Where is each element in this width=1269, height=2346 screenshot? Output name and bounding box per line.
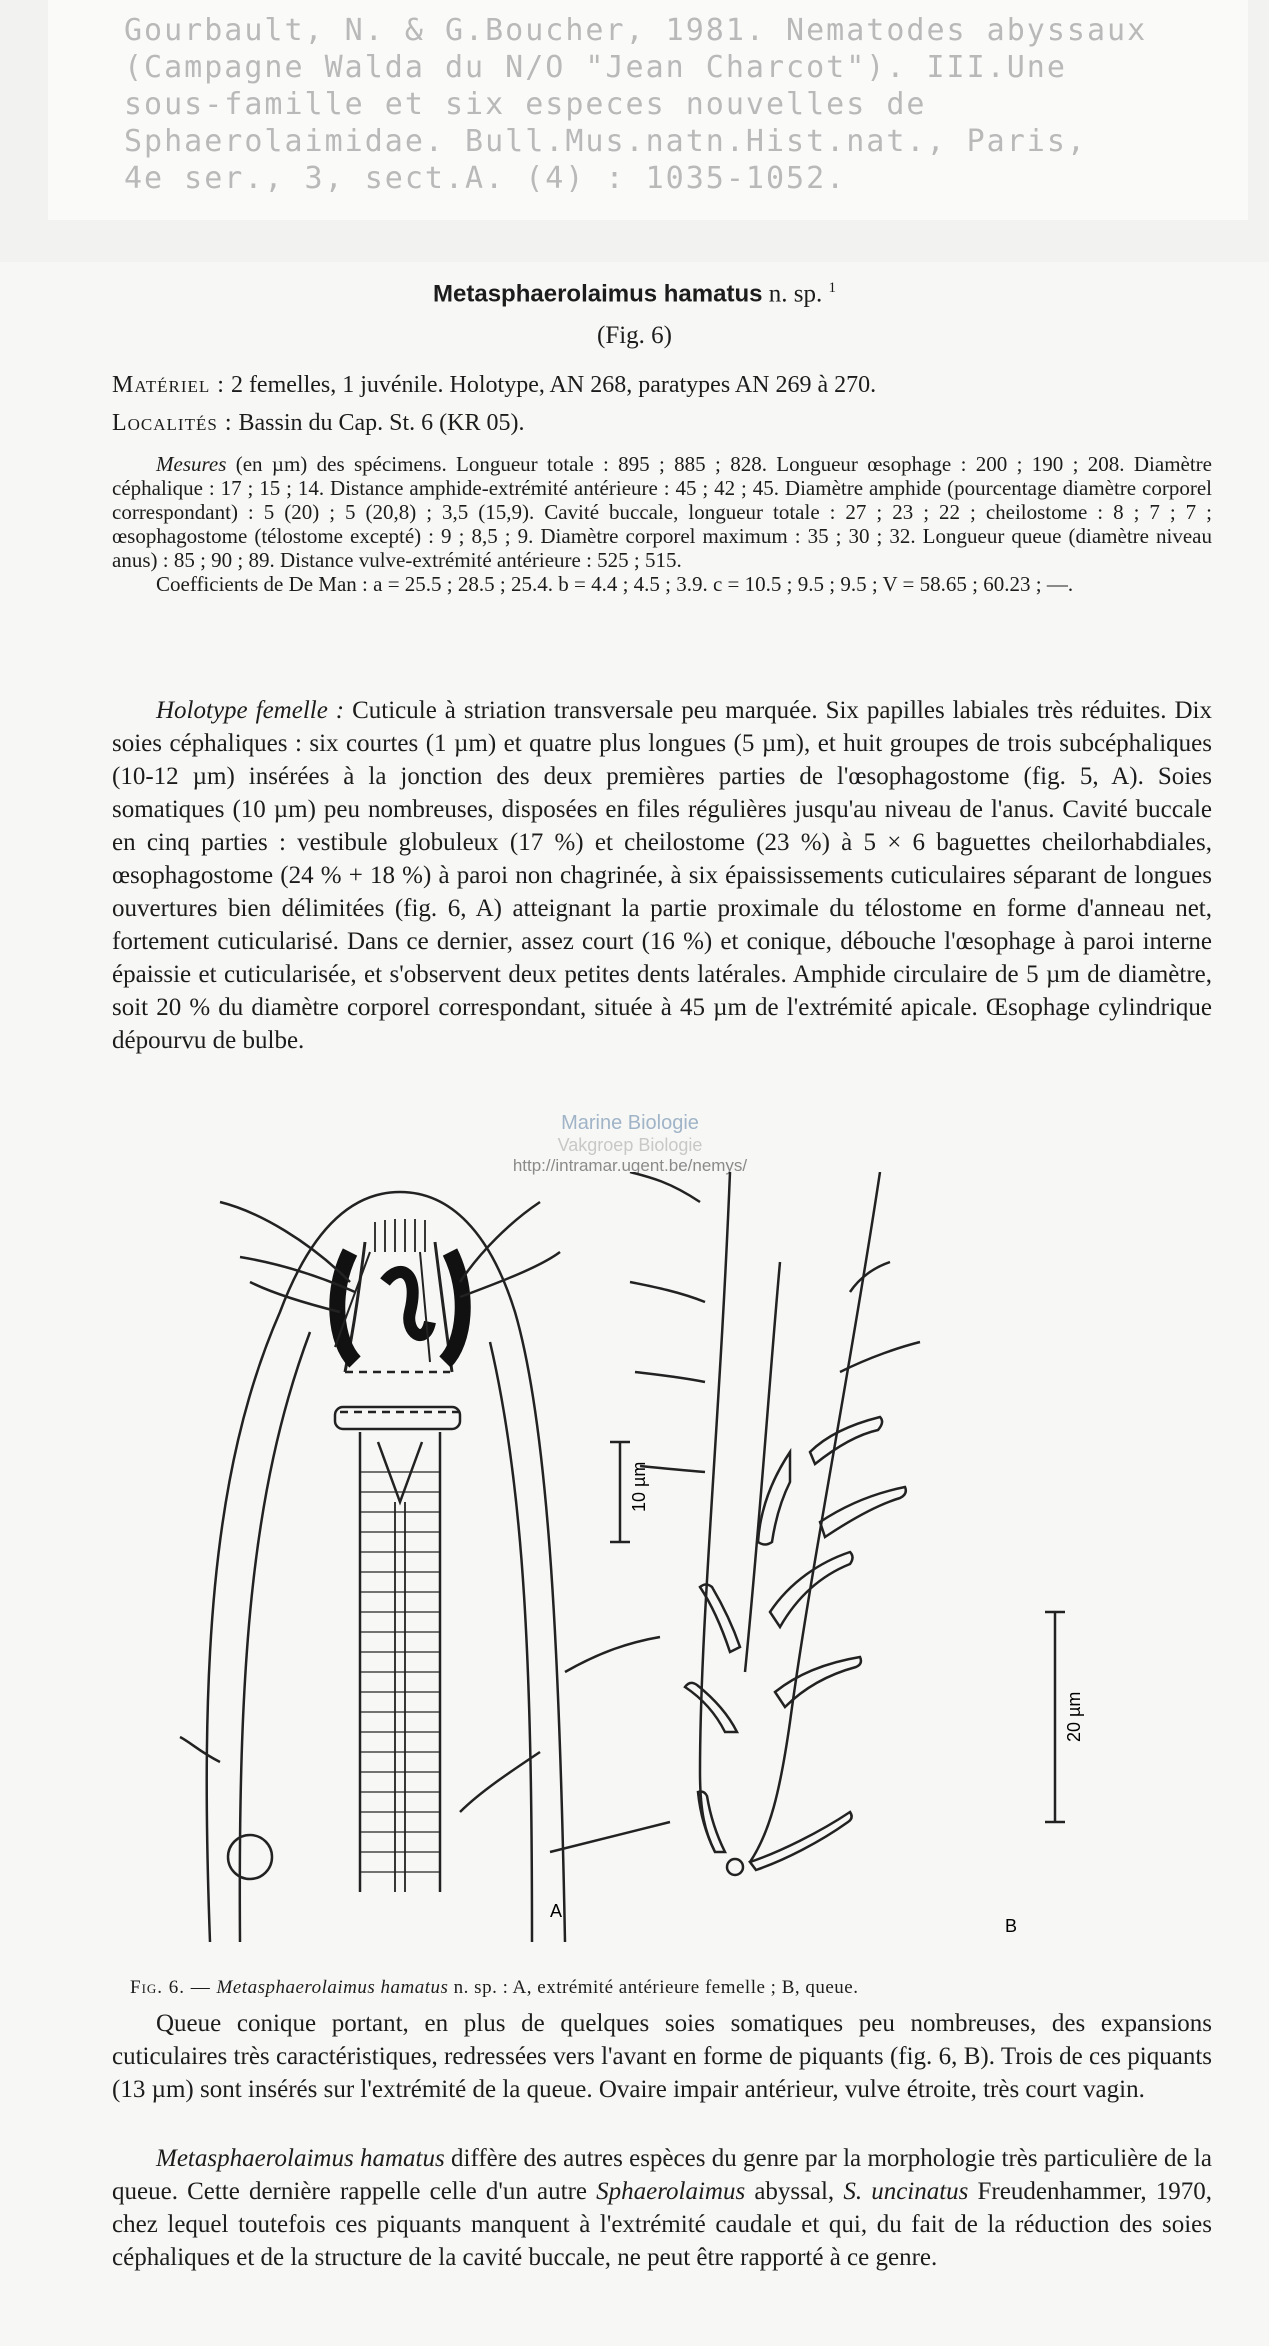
species-title: [0, 280, 1269, 308]
mesures-text: (en µm) des spécimens. Longueur totale : 895 ; 885 ; 828. Longueur œsophage : 200 ; 190 ; 208. Diamètre céphalique : 17 ; 15 ; 14. Distance amphide-extrémité antérieure : 45 ; 42 ; 45. Diamètre amphide (pourcentage diamètre corporel correspondant) : 5 (20) ; 5 (20,8) ; 3,5 (15,9). Cavité buccale, longueur totale : 27 ; 23 ; 22 ; cheilostome : 8 ; 7 ; 7 ; œsophagostome (télostome excepté) : 9 ; 8,5 ; 9. Diamètre corporel maximum : 35 ; 30 ; 32. Longueur queue (diamètre niveau anus) : 85 ; 90 ; 89. Distance vulve-extrémité antérieure : 525 ; 515.: [112, 452, 1212, 572]
diagnosis-paragraph: [112, 2142, 1212, 2274]
diagnosis-genus: Sphaerolaimus: [596, 2178, 746, 2205]
species-suffix: n. sp.: [762, 280, 829, 308]
mesures-label: Mesures: [156, 452, 227, 476]
diagnosis-species: Metasphaerolaimus hamatus: [156, 2145, 445, 2172]
caption-species: Metasphaerolaimus hamatus: [216, 1977, 449, 1998]
watermark-url: http://intramar.ugent.be/nemys/: [512, 1156, 748, 1175]
scale-bar-a-label: 10 µm: [629, 1461, 649, 1512]
caption-text: n. sp. : A, extrémité antérieure femelle ; B, queue.: [448, 1977, 859, 1998]
amphid: [228, 1835, 272, 1879]
queue-text: Queue conique portant, en plus de quelques soies somatiques peu nombreuses, des expansions cuticulaires très caractéristiques, redressées vers l'avant en forme de piquants (fig. 6, B). Trois de ces piquants (13 µm) sont insérés sur l'extrémité de la queue. Ovaire impair antérieur, vulve étroite, très court vagin.: [112, 2010, 1212, 2103]
queue-paragraph: [112, 2007, 1212, 2106]
species-name: Metasphaerolaimus hamatus: [433, 280, 763, 308]
materiel-line: [112, 370, 1212, 400]
diagnosis-text-2: abyssal,: [745, 2178, 844, 2205]
panel-b-label: B: [1005, 1916, 1018, 1936]
panel-a-label: A: [550, 1901, 563, 1921]
holotype-paragraph: [112, 694, 1212, 1057]
watermark-logo: Marine Biologie: [561, 1112, 699, 1134]
localites-line: [112, 408, 1212, 438]
localites-text: Bassin du Cap. St. 6 (KR 05).: [232, 410, 525, 436]
localites-label: Localités :: [112, 410, 233, 436]
reference-citation: Gourbault, N. & G.Boucher, 1981. Nematodes abyssaux (Campagne Walda du N/O "Jean Charcot"). III.Une sous-famille et six especes nouvelles de Sphaerolaimidae. Bull.Mus.natn.Hist.nat., Paris, 4e ser., 3, sect.A. (4) : 1035-1052.: [124, 13, 1148, 196]
reference-label: [48, 0, 1248, 220]
watermark-brand: Vakgroep Biologie: [557, 1135, 703, 1155]
panel-b-tail: [630, 1172, 920, 1875]
holotype-label: Holotype femelle :: [156, 697, 345, 724]
figure-reference: (Fig. 6): [597, 322, 672, 349]
diagnosis-text-1: diffère des autres espèces du genre par la morphologie très particulière de la queue. Cette dernière rappelle celle d'un autre: [112, 2145, 1212, 2205]
figure-6-drawing: [160, 1172, 1160, 1942]
footnote-mark: 1: [828, 280, 836, 296]
caption-prefix: Fig. 6. —: [130, 1977, 217, 1998]
coefficients: Coefficients de De Man : a = 25.5 ; 28.5 ; 25.4. b = 4.4 ; 4.5 ; 3.9. c = 10.5 ; 9.5 ; 9.5 ; V = 58.65 ; 60.23 ; —.: [156, 572, 1074, 596]
mesures-paragraph: [112, 452, 1212, 596]
holotype-text: Cuticule à striation transversale peu marquée. Six papilles labiales très réduites. Dix soies céphaliques : six courtes (1 µm) et quatre plus longues (5 µm), et huit groupes de trois subcéphaliques (10-12 µm) insérées à la jonction des deux premières parties de l'œsophagostome (fig. 5, A). Soies somatiques (10 µm) peu nombreuses, disposées en files régulières jusqu'au niveau de l'anus. Cavité buccale en cinq parties : vestibule globuleux (17 %) et cheilostome (23 %) à 5 × 6 baguettes cheilorhabdiales, œsophagostome (24 % + 18 %) à paroi non chagrinée, à six épaississements cuticulaires séparant de longues ouvertures bien délimitées (fig. 6, A) atteignant la partie proximale du télostome en forme d'anneau net, fortement cuticularisé. Dans ce dernier, assez court (16 %) et conique, débouche l'œsophage à paroi interne épaissie et cuticularisée, et s'observent deux petites dents latérales. Amphide circulaire de 5 µm de diamètre, soit 20 % du diamètre corporel correspondant, située à 45 µm de l'extrémité apicale. Œsophage cylindrique dépourvu de bulbe.: [112, 697, 1212, 1054]
journal-page: [0, 262, 1269, 2346]
scale-bar-b-label: 20 µm: [1064, 1691, 1084, 1742]
figure-caption: [130, 1977, 1180, 1999]
panel-a-head: [180, 1192, 670, 1942]
materiel-label: Matériel :: [112, 372, 225, 398]
diagnosis-text-3: Freudenhammer, 1970, chez lequel toutefois ces piquants manquent à l'extrémité caudale et qui, du fait de la réduction des soies céphaliques et de la structure de la cavité buccale, ne peut être rapporté à ce genre.: [112, 2178, 1212, 2271]
diagnosis-species-2: S. uncinatus: [843, 2178, 969, 2205]
materiel-text: 2 femelles, 1 juvénile. Holotype, AN 268, paratypes AN 269 à 270.: [224, 372, 877, 398]
